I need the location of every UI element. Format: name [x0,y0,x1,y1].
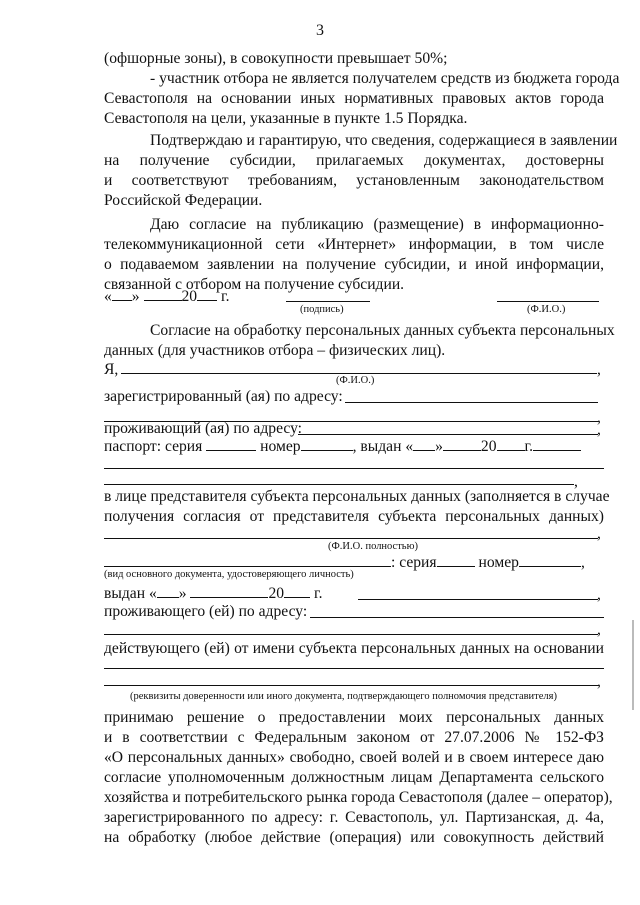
day-field[interactable] [112,286,132,301]
document-page: 3 (офшорные зоны), в совокупности превышает 50%; - участник отбора не является получателем средств из бюджета города Севастополя на основании иных нормативных правовых актов города Севастополя на цели, указанные в пункте 1.5 Порядка. Подтверждаю и гарантирую, что сведения, содержащиеся в заявлении на получение субсидии, прилагаемых документах, достоверны и соответствуют требованиям, установленным законодательством Российской Федерации. Даю согласие на публикацию (размещение) в информационно- телекоммуникационной сети «Интернет» информации, в том числе о подаваемом заявлении на получение субсидии, и иной информации, связанной с отбором на получение субсидии. « » 20 г. (подпись) (Ф.И.О.) Согласие на обработку персональных данных субъекта персональных данных (для участников отбора – физических лиц). Я, , (Ф.И.О.) зарегистрированный (ая) по адресу: , проживающий (ая) по адресу: , паспорт: серия номер , выдан « » 20 г. , в лице представителя субъекта персональных данных (заполняется в случае получения согласия от представителя субъекта персональных данных) , (Ф.И.О. полностью) : серия номер , (вид основного документа, удостоверяющего личность) выдан « » 20 г. , проживающего (ей) по адресу: , действующего (ей) от имени субъекта персональных данных на основании , (реквизиты доверенности или иного документа, подтверждающего полномочия представителя) принимаю решение о предоставлении моих персональных данных и в соответствии с Федеральным законом от 27.07.2006 № 152-ФЗ «О персональных данных» свободно, своей волей и в своем интересе даю согласие уполномоченным должностным лицам Департамента сельского хозяйства и потребительского рынка города Севастополя (далее – оператор), зарегистрированного по адресу: г. Севастополь, ул. Партизанская, д. 4а, на обработку (любое действие (операция) или совокупность действий [0,0,640,905]
final-line: хозяйства и потребительского рынка города Севастополя (далее – оператор), [104,789,613,806]
text-line: и соответствуют требованиям, установленным законодательством [104,172,604,189]
passport-row: паспорт: серия номер , выдан « » 20 г. [104,436,604,457]
text-line: (офшорные зоны), в совокупности превышает 50%; [104,50,448,67]
issued-by-line[interactable] [104,468,604,469]
final-line: на обработку (любое действие (операция) или совокупность действий [104,829,604,846]
fio-input-line[interactable] [121,373,597,374]
fio-caption: (Ф.И.О.) [527,304,566,315]
text-line: Даю согласие на публикацию (размещение) в информационно- [150,216,604,233]
rep-issued-month-field[interactable] [190,583,268,598]
final-line: согласие уполномоченным должностным лицам Департамента сельского [104,769,604,786]
issued-by-field[interactable] [533,436,581,451]
rep-issued-row: выдан « » 20 г. [104,585,323,602]
acting-input-line-2[interactable] [104,685,598,686]
text-line: Севастополя на основании иных нормативных правовых актов города [104,90,604,107]
final-line: принимаю решение о предоставлении моих персональных данных [104,709,604,726]
final-line: зарегистрированного по адресу: г. Севастополь, ул. Партизанская, д. 4а, [104,809,604,826]
final-line: и в соответствии с Федеральным законом от 27.07.2006 № 152-ФЗ [104,729,604,746]
podpis-caption: (подпись) [300,304,344,315]
rep-living-line[interactable] [310,617,604,618]
text-line: связанной с отбором на получение субсидии. [104,276,405,293]
ya-label: Я, [104,361,119,378]
signature-line[interactable] [286,301,370,302]
consent-heading: данных (для участников отбора – физических лиц). [104,342,446,359]
rep-issued-by-line[interactable] [358,599,598,600]
passport-series-field[interactable] [206,436,256,451]
acting-line: действующего (ей) от имени субъекта персональных данных на основании [104,640,604,657]
rep-living-label: проживающего (ей) по адресу: [104,603,308,620]
consent-heading: Согласие на обработку персональных данных субъекта персональных [150,322,615,339]
rep-living-line-2[interactable] [104,634,598,635]
text-line: Подтверждаю и гарантирую, что сведения, содержащиеся в заявлении [150,132,618,149]
scan-edge-mark [632,620,634,710]
issued-year-field[interactable] [497,436,525,451]
rep-issued-year-field[interactable] [284,583,310,598]
text-line: Севастополя на цели, указанные в пункте 1.5 Порядка. [104,110,468,127]
representative-line: в лице представителя субъекта персональных данных (заполняется в случае [104,488,610,505]
signature-date: « » 20 г. [104,288,230,305]
final-line: «О персональных данных» свободно, своей волей и в своем интересе даю [104,749,604,766]
rep-fio-line[interactable] [104,538,598,539]
text-line: о подаваемом заявлении на получение субсидии, и иной информации, [104,256,604,273]
acting-input-line[interactable] [104,668,604,669]
passport-number-field[interactable] [301,436,353,451]
month-field[interactable] [144,286,182,301]
year-field[interactable] [197,286,217,301]
rep-number-field[interactable] [519,552,581,567]
representative-line: получения согласия от представителя субъекта персональных данных) [104,508,604,525]
registered-input-line[interactable] [345,402,598,403]
issued-by-line-2[interactable] [104,484,574,485]
text-line: Российской Федерации. [104,192,263,209]
text-line: - участник отбора не является получателем средств из бюджета города [150,70,620,87]
registered-label: зарегистрированный (ая) по адресу: [104,388,343,405]
rep-doc-line[interactable] [104,566,391,567]
rep-issued-day-field[interactable] [157,583,179,598]
page-number: 3 [316,22,324,39]
issued-day-field[interactable] [413,436,435,451]
living-input-line[interactable] [298,434,598,435]
rep-series-field[interactable] [437,552,475,567]
rep-doc-row: : серия номер , [391,554,585,571]
requisites-caption: (реквизиты доверенности или иного документа, подтверждающего полномочия представителя) [130,691,557,702]
fio-full-caption: (Ф.И.О. полностью) [328,541,418,552]
issued-month-field[interactable] [443,436,481,451]
fio-caption: (Ф.И.О.) [336,375,375,386]
doc-caption: (вид основного документа, удостоверяющего личность) [104,569,354,580]
fio-line[interactable] [497,301,599,302]
living-label: проживающий (ая) по адресу: [104,420,303,437]
text-line: на получение субсидии, прилагаемых документах, достоверны [104,152,604,169]
text-line: телекоммуникационной сети «Интернет» информации, в том числе [104,236,604,253]
